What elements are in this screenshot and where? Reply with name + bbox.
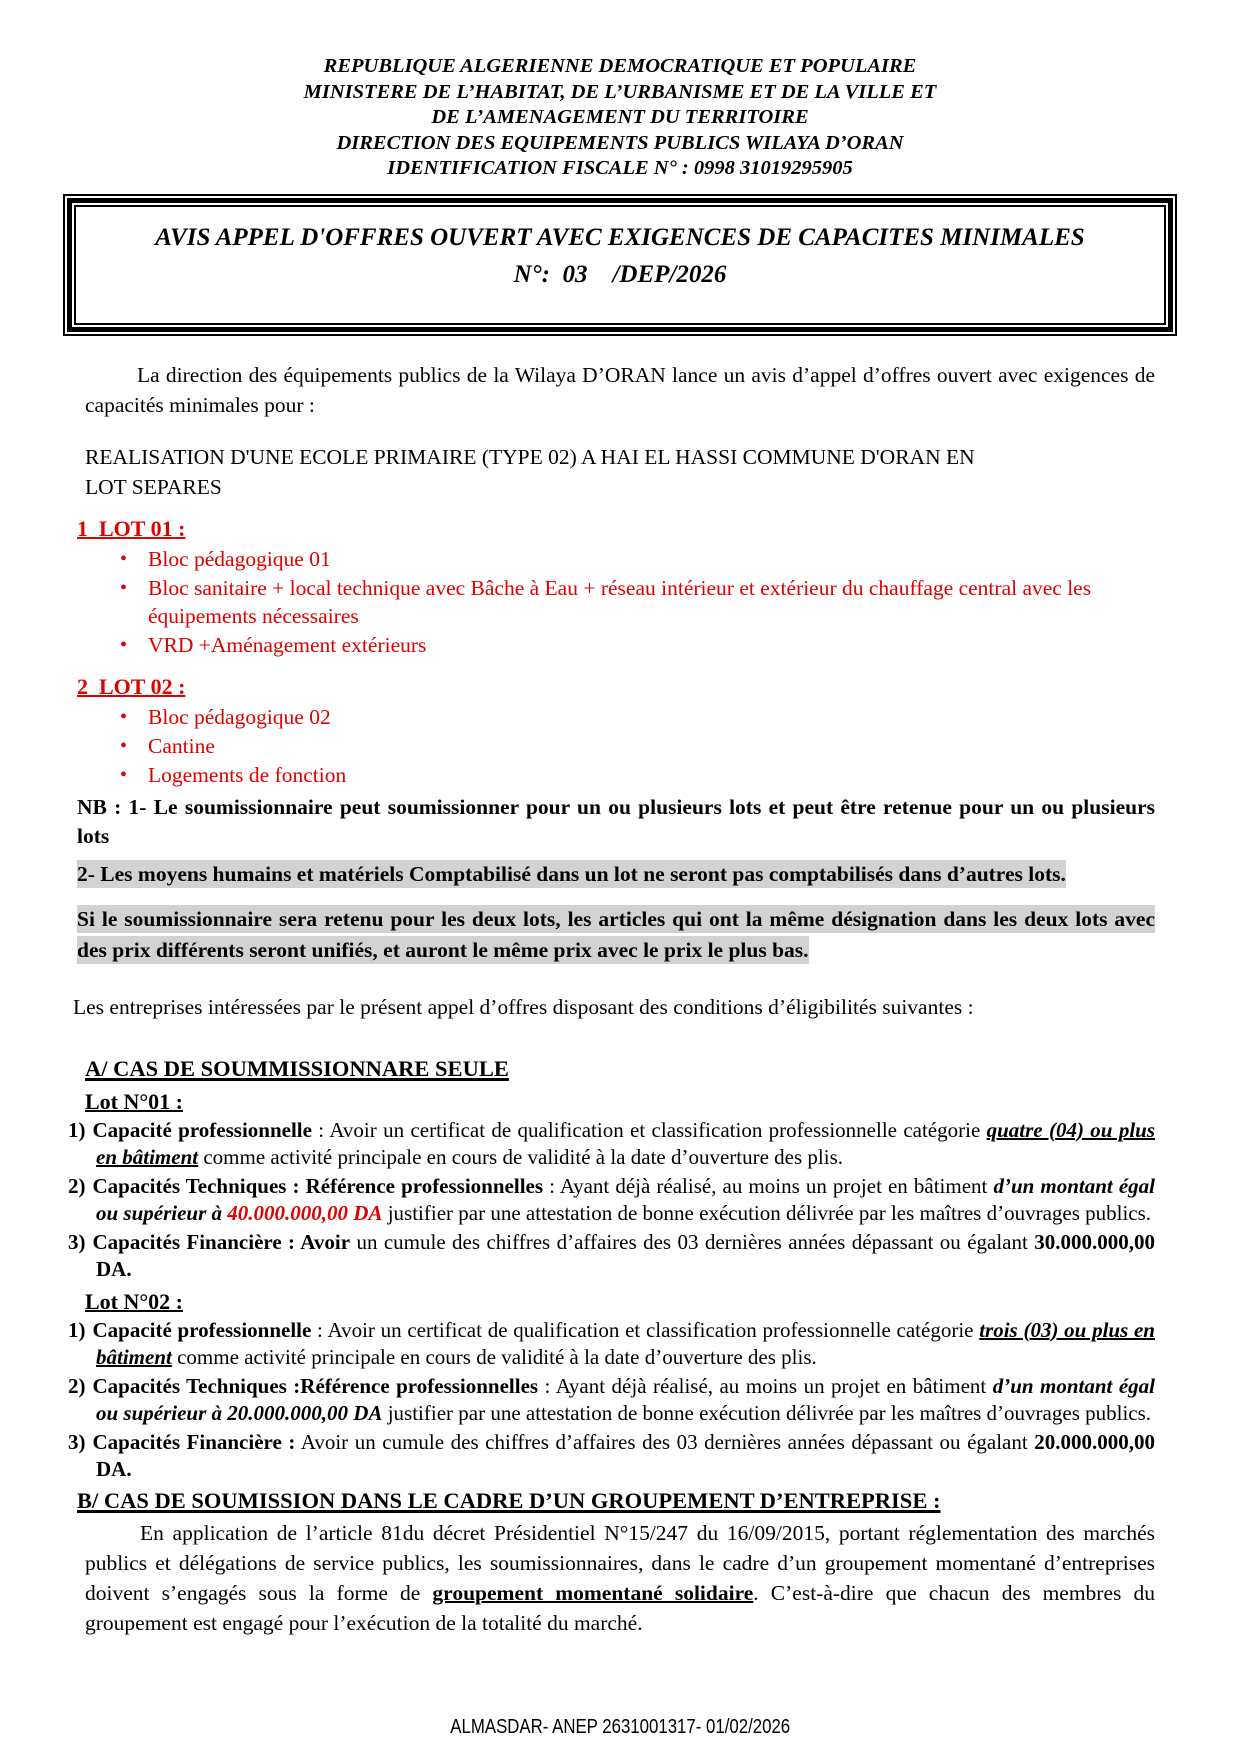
section-a-lot1 [68,1084,1156,1284]
item-text: : Ayant déjà réalisé, au moins un projet en bâtiment [538,1373,993,1398]
item-number: 1) [68,1117,86,1142]
item-text: Avoir un cumule des chiffres d’affaires des 03 dernières années dépassant ou égalant [295,1429,1035,1454]
list-item-text: Bloc pédagogique 01 [148,546,331,571]
item-amount: 20.000.000,00 DA. [96,1429,1155,1481]
notice-number: N°: 03 /DEP/2026 [513,260,727,288]
notice-box [63,194,1177,336]
item-text: : Avoir un certificat de qualification et classification professionnelle catégorie [311,1117,987,1142]
letterhead-line-republic: REPUBLIQUE ALGERIENNE DEMOCRATIQUE ET POPULAIRE [323,55,917,77]
paragraph-text: En application de l’article 81du décret Présidentiel N°15/247 du 16/09/2015, portant réglementation des marchés publics et délégations de service publics, les soumissionnaires, dans le cadre d’un groupement momentané d’entreprises doivent s’engagés sous la forme de [85,1520,1155,1605]
list-item [85,732,1095,760]
intro-paragraph: La direction des équipements publics de la Wilaya D’ORAN lance un avis d’appel d’offres ouvert avec exigences de capacités minimales pour : [85,362,1155,417]
nb-note: NB : 1- Le soumissionnaire peut soumissionner pour un ou plusieurs lots et peut être retenue pour un ou plusieurs lots [77,794,1155,848]
letterhead [85,54,1155,182]
letterhead-line-ministry-2: DE L’AMENAGEMENT DU TERRITOIRE [431,106,809,128]
publication-reference: ALMASDAR- ANEP 2631001317- 01/02/2026 [450,1715,791,1738]
lot2-item-1 [68,1317,1155,1372]
item-emphasis: trois (03) ou plus en bâtiment [96,1317,1155,1369]
item-text: comme activité principale en cours de validité à la date d’ouverture des plis. [171,1345,817,1369]
paragraph-text: . C’est-à-dire que chacun des membres du groupement est engagé pour l’exécution de la totalité du marché. [85,1580,1156,1635]
bullet-icon: • [120,763,128,786]
item-amount: 40.000.000,00 DA [227,1201,383,1225]
list-item-text: VRD +Aménagement extérieurs [148,632,427,657]
item-label: Capacités Techniques : Référence professionnelles [92,1173,544,1198]
list-item-text: Bloc pédagogique 02 [148,704,331,729]
page-footer [0,1714,1241,1739]
section-b-heading: B/ CAS DE SOUMISSION DANS LE CADRE D’UN GROUPEMENT D’ENTREPRISE : [77,1487,941,1513]
item-emphasis: quatre (04) ou plus en bâtiment [96,1117,1156,1169]
paragraph-emphasis: groupement momentané solidaire [432,1580,754,1605]
letterhead-line-direction: DIRECTION DES EQUIPEMENTS PUBLICS WILAYA D’ORAN [336,131,904,154]
bullet-icon: • [120,734,128,757]
bullet-icon: • [120,547,128,570]
lot-02-list [85,703,1155,789]
lot-01-heading: 1 LOT 01 : [77,515,186,541]
notice-box-middle-frame [67,198,1173,332]
item-text: un cumule des chiffres d’affaires des 03 dernières années dépassant ou égalant [350,1229,1035,1254]
item-text: comme activité principale en cours de validité à la date d’ouverture des plis. [198,1145,844,1169]
lot-02-heading: 2 LOT 02 : [77,673,186,699]
item-text: justifier par une attestation de bonne exécution délivrée par les maîtres d’ouvrages publics. [382,1401,1152,1425]
bullet-icon: • [120,705,128,728]
list-item [85,574,1095,630]
item-emphasis: d’un montant égal ou supérieur à 20.000.000,00 DA [96,1373,1155,1425]
item-label: Capacités Financière : [92,1429,296,1454]
item-text: justifier par une attestation de bonne exécution délivrée par les maîtres d’ouvrages publics. [382,1201,1152,1225]
section-b-paragraph [85,1518,1155,1638]
bullet-icon: • [120,633,128,656]
lot2-subheading: Lot N°02 : [85,1288,184,1314]
lot2-item-2 [68,1373,1155,1428]
lot1-item-1 [68,1117,1155,1172]
list-item-text: Bloc sanitaire + local technique avec Bâche à Eau + réseau intérieur et extérieur du chauffage central avec les équipements nécessaires [148,575,1092,628]
item-number: 3) [68,1429,86,1454]
list-item [85,761,1095,789]
item-label: Capacité professionnelle [92,1117,312,1142]
item-number: 2) [68,1373,86,1398]
item-number: 3) [68,1229,86,1254]
project-title: REALISATION D'UNE ECOLE PRIMAIRE (TYPE 02) A HAI EL HASSI COMMUNE D'ORAN EN LOT SEPARES [85,444,975,499]
list-item-text: Logements de fonction [148,762,347,787]
section-a-heading: A/ CAS DE SOUMMISSIONNARE SEULE [85,1055,509,1081]
highlighted-note-1-text: 2- Les moyens humains et matériels Comptabilisé dans un lot ne seront pas comptabilisés dans d’autres lots. [77,861,1066,886]
item-text: : Avoir un certificat de qualification et classification professionnelle catégorie [311,1317,980,1342]
item-text: : Ayant déjà réalisé, au moins un projet en bâtiment [543,1173,994,1198]
lot-01-list [85,545,1155,659]
list-item-text: Cantine [148,733,215,758]
notice-box-inner-frame [74,205,1166,325]
item-emphasis: d’un montant égal ou supérieur à [96,1173,1155,1225]
highlighted-note-2 [77,904,1155,966]
eligibility-intro: Les entreprises intéressées par le présent appel d’offres disposant des conditions d’éligibilités suivantes : [73,994,974,1019]
item-label: Capacités Techniques :Référence professionnelles [92,1373,539,1398]
item-number: 1) [68,1317,86,1342]
bullet-icon: • [120,576,128,599]
lot-02-section [77,660,1155,789]
list-item [85,703,1095,731]
list-item [85,631,1095,659]
item-label: Capacités Financière : Avoir [92,1229,351,1254]
lot1-subheading: Lot N°01 : [85,1088,184,1114]
list-item [85,545,1095,573]
item-amount: 30.000.000,00 DA. [96,1229,1155,1281]
section-a-lot2 [68,1284,1155,1484]
notice-title: AVIS APPEL D'OFFRES OUVERT AVEC EXIGENCES DE CAPACITES MINIMALES [155,223,1085,251]
lot-01-section [77,502,1155,659]
highlighted-note-2-text: Si le soumissionnaire sera retenu pour les deux lots, les articles qui ont la même désignation dans les deux lots avec des prix différents seront unifiés, et auront le même prix avec le prix le plus bas. [77,906,1155,962]
letterhead-line-ministry: MINISTERE DE L’HABITAT, DE L’URBANISME ET DE LA VILLE ET [303,80,937,103]
item-number: 2) [68,1173,86,1198]
lot2-item-3 [68,1429,1155,1484]
letterhead-line-fiscal-id: IDENTIFICATION FISCALE N° : 0998 31019295905 [387,157,853,179]
highlighted-note-1 [77,859,1155,890]
lot1-item-3 [68,1229,1155,1284]
item-label: Capacité professionnelle [92,1317,312,1342]
lot1-item-2 [68,1173,1155,1228]
